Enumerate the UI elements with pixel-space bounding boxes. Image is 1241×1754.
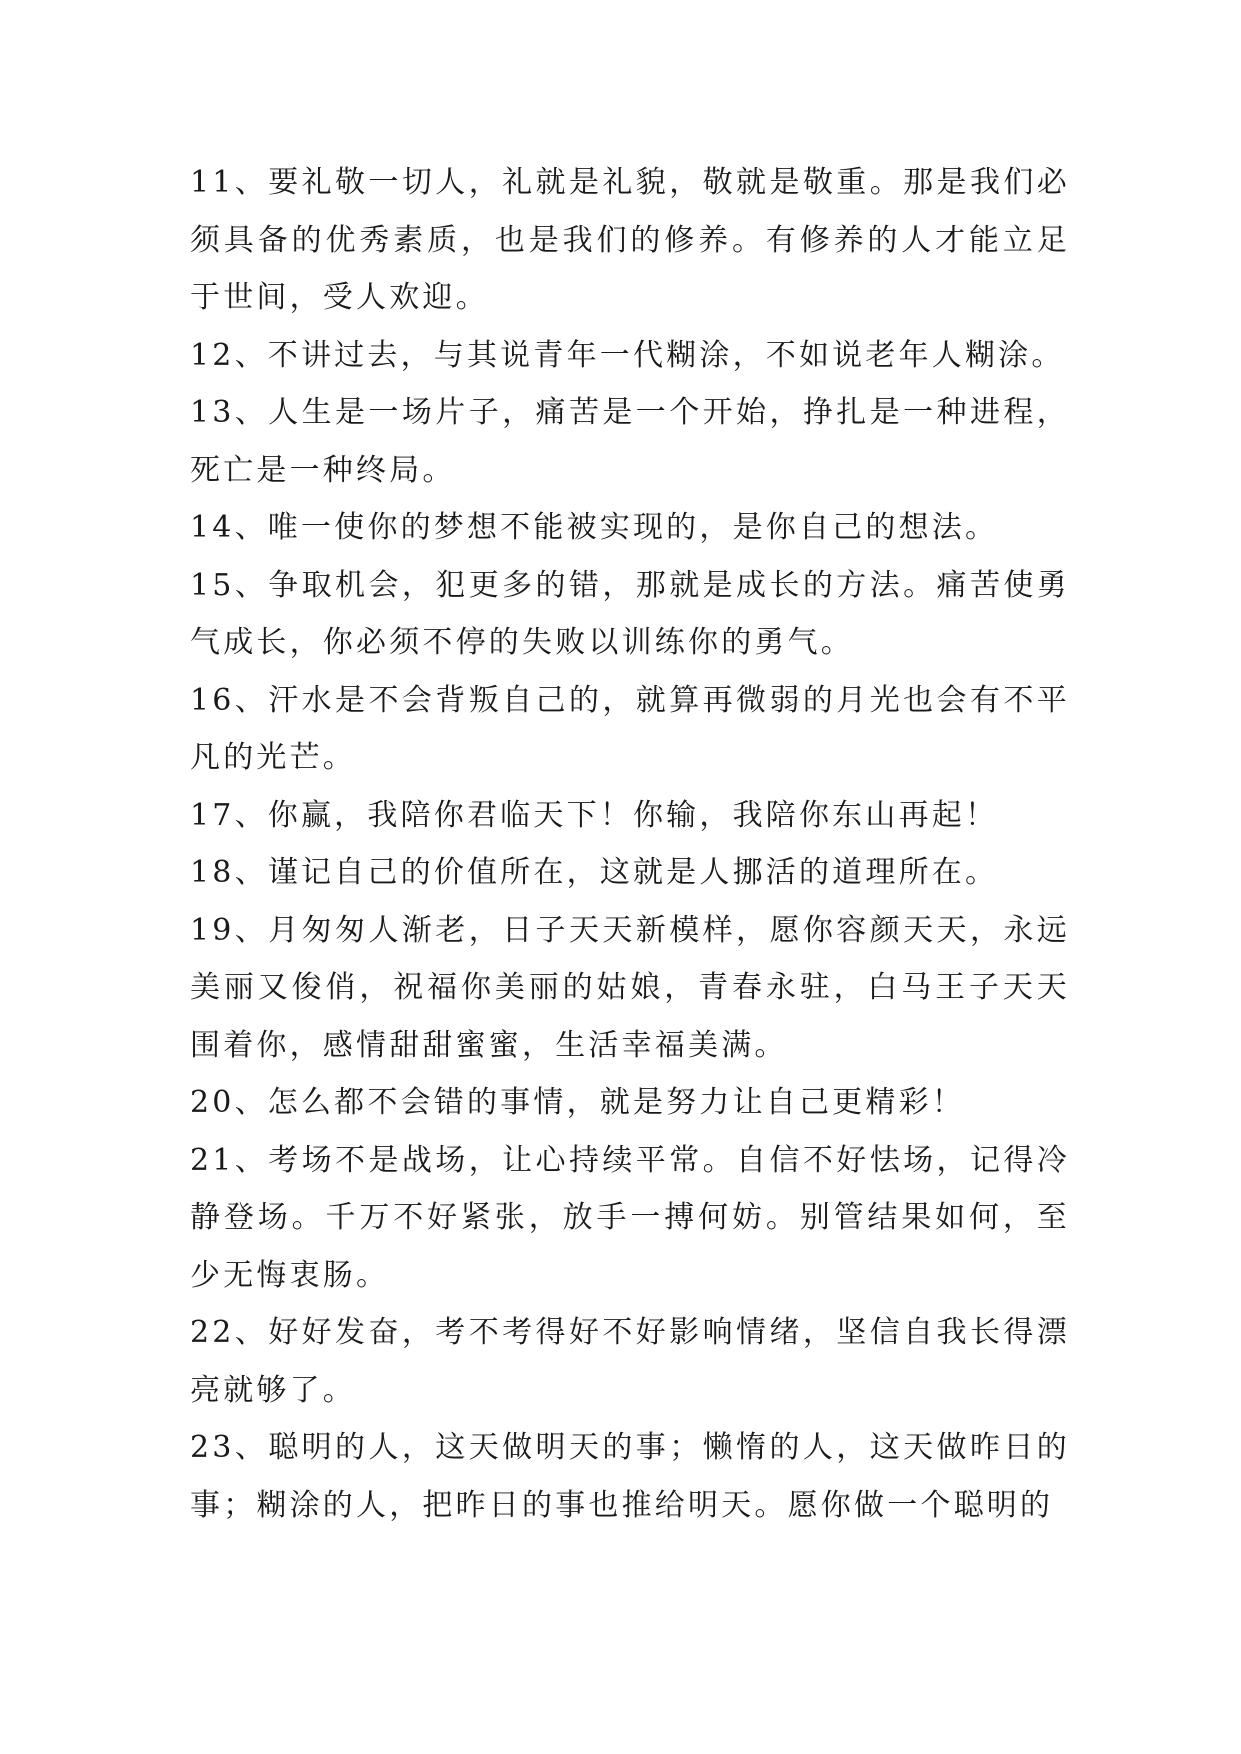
paragraph-13: 13、人生是一场片子，痛苦是一个开始，挣扎是一种进程，死亡是一种终局。 [190,395,1070,488]
paragraph-22: 22、好好发奋，考不考得好不好影响情绪，坚信自我长得漂亮就够了。 [190,1315,1070,1408]
paragraph-14: 14、唯一使你的梦想不能被实现的，是你自己的想法。 [190,510,999,545]
paragraph-20: 20、怎么都不会错的事情，就是努力让自己更精彩！ [190,1085,965,1120]
paragraph-12: 12、不讲过去，与其说青年一代糊涂，不如说老年人糊涂。 [190,337,1065,373]
paragraph-19: 19、月匆匆人渐老，日子天天新模样，愿你容颜天天，永远美丽又俊俏，祝福你美丽的姑娘，青春永驻，白马王子天天围着你，感情甜甜蜜蜜，生活幸福美满。 [190,912,1070,1063]
document-body [190,154,1070,1534]
paragraph-18: 18、谨记自己的价值所在，这就是人挪活的道理所在。 [190,855,999,890]
paragraph-17: 17、你赢，我陪你君临天下！你输，我陪你东山再起！ [190,797,999,833]
paragraph-21: 21、考场不是战场，让心持续平常。自信不好怯场，记得冷静登场。千万不好紧张，放手一搏何妨。别管结果如何，至少无悔衷肠。 [190,1142,1070,1293]
paragraph-16: 16、汗水是不会背叛自己的，就算再微弱的月光也会有不平凡的光芒。 [190,682,1070,775]
paragraph-23: 23、聪明的人，这天做明天的事；懒惰的人，这天做昨日的事；糊涂的人，把昨日的事也推给明天。愿你做一个聪明的 [190,1430,1070,1523]
paragraph-11: 11、要礼敬一切人，礼就是礼貌，敬就是敬重。那是我们必须具备的优秀素质，也是我们的修养。有修养的人才能立足于世间，受人欢迎。 [190,165,1070,315]
paragraph-15: 15、争取机会，犯更多的错，那就是成长的方法。痛苦使勇气成长，你必须不停的失败以训练你的勇气。 [190,567,1070,660]
